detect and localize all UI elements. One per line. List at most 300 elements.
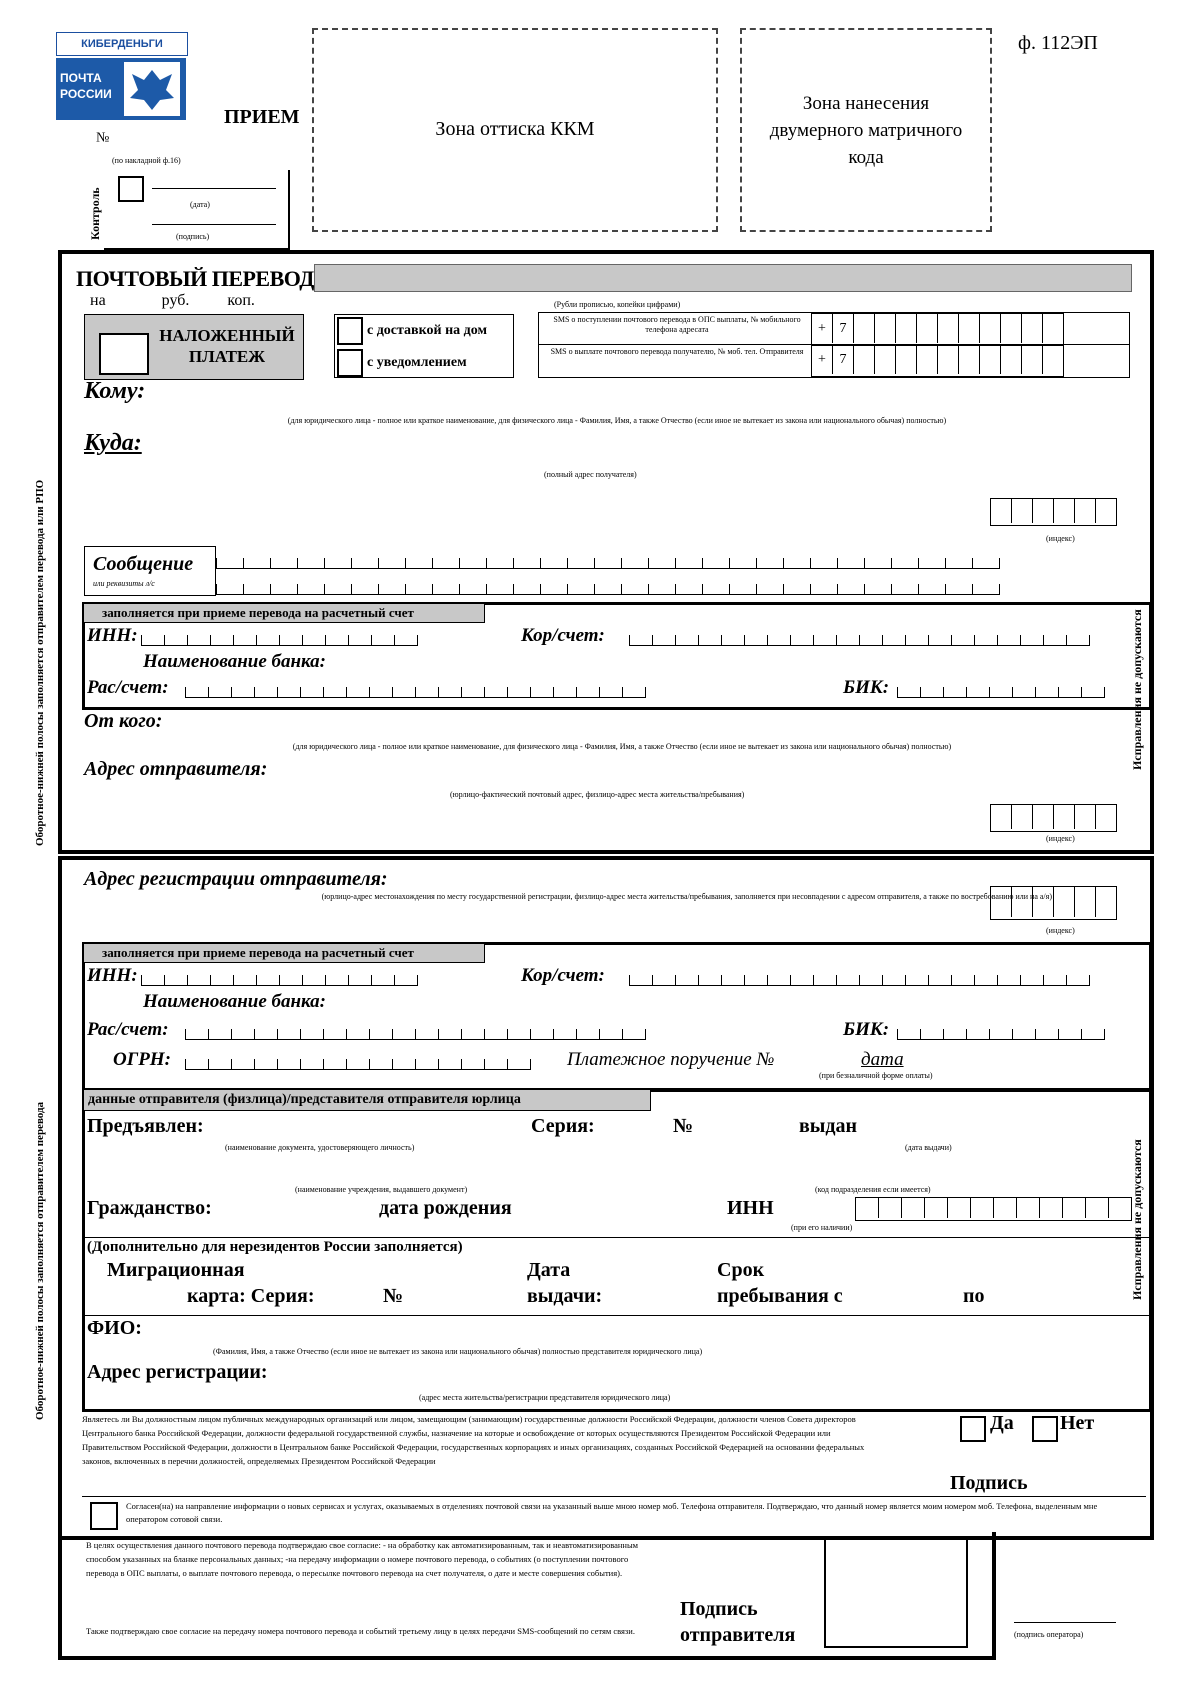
digit-box[interactable] [1012,499,1033,523]
pep-yes-checkbox[interactable] [960,1416,986,1442]
digit-cell[interactable] [277,1029,300,1040]
ogrn-cells[interactable] [185,1051,531,1069]
sender-address-input-2[interactable] [138,814,928,828]
digit-box[interactable] [959,345,980,374]
digit-cell[interactable] [164,635,187,646]
digit-box[interactable] [1001,314,1022,343]
digit-cell[interactable] [1081,1029,1105,1040]
digit-box[interactable] [1040,1198,1063,1218]
digit-cell[interactable] [369,687,392,698]
digit-cell[interactable] [943,1029,966,1040]
digit-cell[interactable] [484,1059,507,1070]
digit-cell[interactable] [438,1059,461,1070]
digit-cell[interactable] [905,635,928,646]
digit-cell[interactable] [507,1029,530,1040]
digit-cell[interactable] [648,558,675,569]
digit-cell[interactable] [837,558,864,569]
digit-cell[interactable] [756,558,783,569]
digit-cell[interactable] [945,558,972,569]
rasschet-cells-1[interactable] [185,679,646,697]
digit-cell[interactable] [254,1059,277,1070]
digit-box[interactable] [1109,1198,1131,1218]
digit-box[interactable] [1096,499,1116,523]
digit-cell[interactable] [346,1059,369,1070]
digit-cell[interactable] [974,635,997,646]
digit-cell[interactable] [243,584,270,595]
card-number-input[interactable] [405,1293,523,1309]
digit-cell[interactable] [216,558,243,569]
digit-cell[interactable] [594,558,621,569]
inn-cells-1[interactable] [141,627,418,645]
digit-box[interactable] [1012,887,1033,917]
reg-index[interactable] [990,886,1117,920]
digit-cell[interactable] [256,975,279,986]
digit-box[interactable] [980,345,1001,374]
digit-cell[interactable] [891,584,918,595]
digit-box[interactable] [1033,887,1054,917]
digit-cell[interactable] [300,687,323,698]
digit-cell[interactable] [185,1059,208,1070]
digit-cell[interactable] [943,687,966,698]
digit-cell[interactable] [185,687,208,698]
digit-cell[interactable] [972,558,1000,569]
digit-cell[interactable] [216,584,243,595]
payment-date-input[interactable] [907,1055,1009,1071]
digit-cell[interactable] [859,975,882,986]
sender-signature-box[interactable] [824,1538,968,1648]
digit-cell[interactable] [567,558,594,569]
digit-cell[interactable] [729,584,756,595]
sender-index[interactable] [990,804,1117,832]
digit-cell[interactable] [918,584,945,595]
digit-cell[interactable] [323,687,346,698]
digit-box[interactable] [971,1198,994,1218]
digit-cell[interactable] [438,1029,461,1040]
digit-cell[interactable] [530,687,553,698]
digit-box[interactable] [1033,499,1054,523]
digit-cell[interactable] [459,584,486,595]
digit-cell[interactable] [346,1029,369,1040]
digit-cell[interactable] [415,1059,438,1070]
digit-cell[interactable] [905,975,928,986]
card-series-input[interactable] [321,1293,383,1309]
digit-cell[interactable] [972,584,1000,595]
digit-cell[interactable] [486,558,513,569]
digit-cell[interactable] [243,558,270,569]
digit-cell[interactable] [698,635,721,646]
cod-checkbox[interactable] [99,333,149,375]
digit-cell[interactable] [767,975,790,986]
digit-cell[interactable] [1043,975,1066,986]
digit-box[interactable] [1022,314,1043,343]
digit-cell[interactable] [208,1029,231,1040]
stay-from-input[interactable] [887,1293,959,1309]
digit-cell[interactable] [810,584,837,595]
digit-cell[interactable] [1012,687,1035,698]
digit-cell[interactable] [300,1059,323,1070]
digit-cell[interactable] [945,584,972,595]
digit-cell[interactable] [461,687,484,698]
digit-cell[interactable] [405,558,432,569]
predyavlen-input[interactable] [217,1123,529,1139]
ot-kogo-input[interactable] [164,720,1128,736]
bik-cells-2[interactable] [897,1021,1105,1039]
digit-cell[interactable] [141,975,164,986]
digit-cell[interactable] [928,975,951,986]
kuda-input[interactable] [154,440,1080,458]
digit-cell[interactable] [652,975,675,986]
digit-cell[interactable] [484,1029,507,1040]
digit-box[interactable] [1001,345,1022,374]
digit-cell[interactable] [325,975,348,986]
digit-cell[interactable] [966,687,989,698]
digit-cell[interactable] [323,1059,346,1070]
digit-cell[interactable] [882,975,905,986]
digit-cell[interactable] [371,975,394,986]
digit-box[interactable] [1012,805,1033,829]
digit-cell[interactable] [882,635,905,646]
control-signature-line[interactable] [152,224,276,225]
consent-checkbox[interactable] [90,1502,118,1530]
digit-cell[interactable] [621,558,648,569]
digit-cell[interactable] [208,687,231,698]
digit-cell[interactable] [324,558,351,569]
digit-cell[interactable] [277,687,300,698]
home-delivery-checkbox[interactable] [337,317,363,345]
digit-box[interactable] [875,345,896,374]
digit-cell[interactable] [415,687,438,698]
bank-name-input-1[interactable] [353,657,1071,673]
digit-cell[interactable] [369,1059,392,1070]
digit-box[interactable] [991,887,1012,917]
digit-cell[interactable] [277,1059,300,1070]
digit-cell[interactable] [648,584,675,595]
dept-code-input[interactable] [795,1167,1033,1181]
digit-cell[interactable] [553,687,576,698]
digit-cell[interactable] [836,975,859,986]
digit-cell[interactable] [621,584,648,595]
digit-box[interactable] [856,1198,879,1218]
message-cells-row-2[interactable] [216,576,1000,594]
digit-box[interactable] [854,345,875,374]
digit-cell[interactable] [576,687,599,698]
digit-box[interactable] [925,1198,948,1218]
digit-cell[interactable] [790,635,813,646]
digit-cell[interactable] [567,584,594,595]
digit-cell[interactable] [185,1029,208,1040]
digit-cell[interactable] [540,558,567,569]
digit-cell[interactable] [702,584,729,595]
citizenship-input[interactable] [225,1205,379,1221]
digit-cell[interactable] [208,1059,231,1070]
digit-cell[interactable] [233,635,256,646]
digit-cell[interactable] [231,687,254,698]
issue-date-input[interactable] [861,1123,1031,1139]
operator-signature-line[interactable] [1014,1622,1116,1623]
digit-box[interactable] [1054,499,1075,523]
digit-cell[interactable] [1020,635,1043,646]
digit-cell[interactable] [351,558,378,569]
digit-cell[interactable] [300,1029,323,1040]
digit-cell[interactable] [164,975,187,986]
digit-box[interactable] [1075,805,1096,829]
digit-cell[interactable] [698,975,721,986]
digit-cell[interactable] [675,635,698,646]
digit-cell[interactable] [507,687,530,698]
digit-box[interactable] [879,1198,902,1218]
amount-rub-input[interactable] [106,294,162,308]
digit-cell[interactable] [210,635,233,646]
digit-cell[interactable] [997,635,1020,646]
digit-cell[interactable] [438,687,461,698]
digit-box[interactable] [1075,887,1096,917]
digit-cell[interactable] [394,635,418,646]
digit-cell[interactable] [279,975,302,986]
digit-cell[interactable] [594,584,621,595]
digit-cell[interactable] [233,975,256,986]
digit-cell[interactable] [324,584,351,595]
digit-cell[interactable] [928,635,951,646]
issuer-input[interactable] [87,1167,783,1181]
digit-cell[interactable] [392,1029,415,1040]
digit-cell[interactable] [540,584,567,595]
digit-cell[interactable] [254,1029,277,1040]
digit-box[interactable] [1054,887,1075,917]
korschet-cells-2[interactable] [629,967,1090,985]
digit-box[interactable] [1086,1198,1109,1218]
digit-cell[interactable] [1081,687,1105,698]
digit-cell[interactable] [989,1029,1012,1040]
digit-cell[interactable] [918,558,945,569]
digit-cell[interactable] [1058,687,1081,698]
digit-cell[interactable] [810,558,837,569]
digit-box[interactable] [1022,345,1043,374]
digit-cell[interactable] [270,584,297,595]
digit-box[interactable] [959,314,980,343]
digit-cell[interactable] [1066,635,1090,646]
digit-cell[interactable] [459,558,486,569]
reg-address-input-2[interactable] [90,916,1050,928]
digit-cell[interactable] [348,635,371,646]
digit-box[interactable] [938,314,959,343]
digit-cell[interactable] [622,1029,646,1040]
digit-cell[interactable] [783,558,810,569]
digit-cell[interactable] [813,635,836,646]
digit-cell[interactable] [864,584,891,595]
digit-cell[interactable] [270,558,297,569]
digit-cell[interactable] [859,635,882,646]
digit-cell[interactable] [432,558,459,569]
digit-cell[interactable] [392,687,415,698]
digit-cell[interactable] [141,635,164,646]
digit-cell[interactable] [920,687,943,698]
waybill-number-input[interactable] [113,130,233,144]
digit-cell[interactable] [951,635,974,646]
digit-cell[interactable] [599,687,622,698]
seriya-input[interactable] [605,1123,669,1139]
digit-cell[interactable] [378,558,405,569]
digit-box[interactable] [980,314,1001,343]
amount-kop-input[interactable] [193,294,227,308]
digit-box[interactable] [948,1198,971,1218]
digit-box[interactable] [1017,1198,1040,1218]
digit-box[interactable] [991,499,1012,523]
digit-cell[interactable] [675,975,698,986]
digit-box[interactable] [938,345,959,374]
digit-cell[interactable] [1066,975,1090,986]
pep-no-checkbox[interactable] [1032,1416,1058,1442]
doc-number-input[interactable] [695,1123,797,1139]
digit-cell[interactable] [729,558,756,569]
digit-cell[interactable] [756,584,783,595]
digit-cell[interactable] [897,1029,920,1040]
digit-cell[interactable] [864,558,891,569]
digit-cell[interactable] [813,975,836,986]
digit-cell[interactable] [997,975,1020,986]
digit-cell[interactable] [302,635,325,646]
digit-cell[interactable] [369,1029,392,1040]
digit-cell[interactable] [553,1029,576,1040]
digit-cell[interactable] [323,1029,346,1040]
digit-cell[interactable] [599,1029,622,1040]
digit-cell[interactable] [897,687,920,698]
digit-cell[interactable] [629,975,652,986]
digit-cell[interactable] [675,584,702,595]
digit-cell[interactable] [1020,975,1043,986]
sender-address-input[interactable] [272,768,1052,784]
inn-cells-3[interactable] [855,1197,1132,1221]
digit-cell[interactable] [378,584,405,595]
control-date-line[interactable] [152,188,276,189]
digit-cell[interactable] [486,584,513,595]
inn-cells-2[interactable] [141,967,418,985]
digit-cell[interactable] [721,635,744,646]
digit-box[interactable] [1075,499,1096,523]
digit-box[interactable] [1054,805,1075,829]
digit-cell[interactable] [415,1029,438,1040]
digit-box[interactable] [854,314,875,343]
digit-cell[interactable] [790,975,813,986]
digit-cell[interactable] [351,584,378,595]
digit-cell[interactable] [783,584,810,595]
digit-cell[interactable] [461,1029,484,1040]
digit-box[interactable] [994,1198,1017,1218]
digit-cell[interactable] [891,558,918,569]
digit-cell[interactable] [392,1059,415,1070]
digit-cell[interactable] [394,975,418,986]
sms-sender-phone[interactable] [811,344,1064,377]
digit-cell[interactable] [1035,1029,1058,1040]
digit-box[interactable] [1096,805,1116,829]
digit-cell[interactable] [187,635,210,646]
digit-cell[interactable] [254,687,277,698]
digit-box[interactable] [917,314,938,343]
digit-cell[interactable] [187,975,210,986]
digit-cell[interactable] [231,1059,254,1070]
fio-input[interactable] [147,1325,1145,1341]
digit-cell[interactable] [231,1029,254,1040]
kuda-input-2[interactable] [84,500,866,518]
digit-box[interactable] [917,345,938,374]
digit-cell[interactable] [951,975,974,986]
digit-cell[interactable] [325,635,348,646]
digit-cell[interactable] [302,975,325,986]
digit-cell[interactable] [652,635,675,646]
digit-cell[interactable] [702,558,729,569]
digit-cell[interactable] [629,635,652,646]
digit-cell[interactable] [530,1029,553,1040]
digit-cell[interactable] [297,584,324,595]
digit-cell[interactable] [836,635,859,646]
digit-cell[interactable] [974,975,997,986]
bik-cells-1[interactable] [897,679,1105,697]
birth-date-input[interactable] [561,1205,723,1221]
digit-cell[interactable] [622,687,646,698]
digit-cell[interactable] [675,558,702,569]
rasschet-cells-2[interactable] [185,1021,646,1039]
digit-cell[interactable] [279,635,302,646]
digit-cell[interactable] [513,584,540,595]
digit-cell[interactable] [484,687,507,698]
sms-recipient-phone[interactable] [811,313,1064,346]
digit-cell[interactable] [966,1029,989,1040]
digit-cell[interactable] [721,975,744,986]
digit-cell[interactable] [461,1059,484,1070]
komu-input[interactable] [158,388,1080,406]
digit-cell[interactable] [1012,1029,1035,1040]
digit-cell[interactable] [744,975,767,986]
korschet-cells-1[interactable] [629,627,1090,645]
card-issue-input[interactable] [631,1293,711,1309]
digit-cell[interactable] [507,1059,531,1070]
digit-cell[interactable] [371,635,394,646]
digit-box[interactable] [875,314,896,343]
digit-cell[interactable] [767,635,790,646]
payment-order-input[interactable] [791,1055,853,1071]
digit-box[interactable] [1063,1198,1086,1218]
digit-cell[interactable] [576,1029,599,1040]
digit-box[interactable] [896,345,917,374]
control-checkbox[interactable] [118,176,144,202]
digit-cell[interactable] [346,687,369,698]
digit-cell[interactable] [210,975,233,986]
digit-box[interactable] [902,1198,925,1218]
digit-cell[interactable] [297,558,324,569]
digit-cell[interactable] [989,687,1012,698]
digit-box[interactable] [1096,887,1116,917]
digit-box[interactable] [1043,314,1063,343]
digit-cell[interactable] [348,975,371,986]
digit-cell[interactable] [744,635,767,646]
digit-box[interactable] [1033,805,1054,829]
digit-box[interactable] [1043,345,1063,374]
stay-to-input[interactable] [987,1293,1043,1309]
reg-address-input[interactable] [426,878,1026,892]
digit-box[interactable] [991,805,1012,829]
bank-name-input-2[interactable] [353,997,1071,1013]
digit-cell[interactable] [1035,687,1058,698]
digit-cell[interactable] [1058,1029,1081,1040]
digit-cell[interactable] [920,1029,943,1040]
message-cells-row-1[interactable] [216,550,1000,568]
digit-cell[interactable] [405,584,432,595]
digit-box[interactable] [896,314,917,343]
recipient-index[interactable] [990,498,1117,526]
digit-cell[interactable] [432,584,459,595]
digit-cell[interactable] [1043,635,1066,646]
reg-address-2-input[interactable] [277,1371,1145,1387]
digit-cell[interactable] [837,584,864,595]
